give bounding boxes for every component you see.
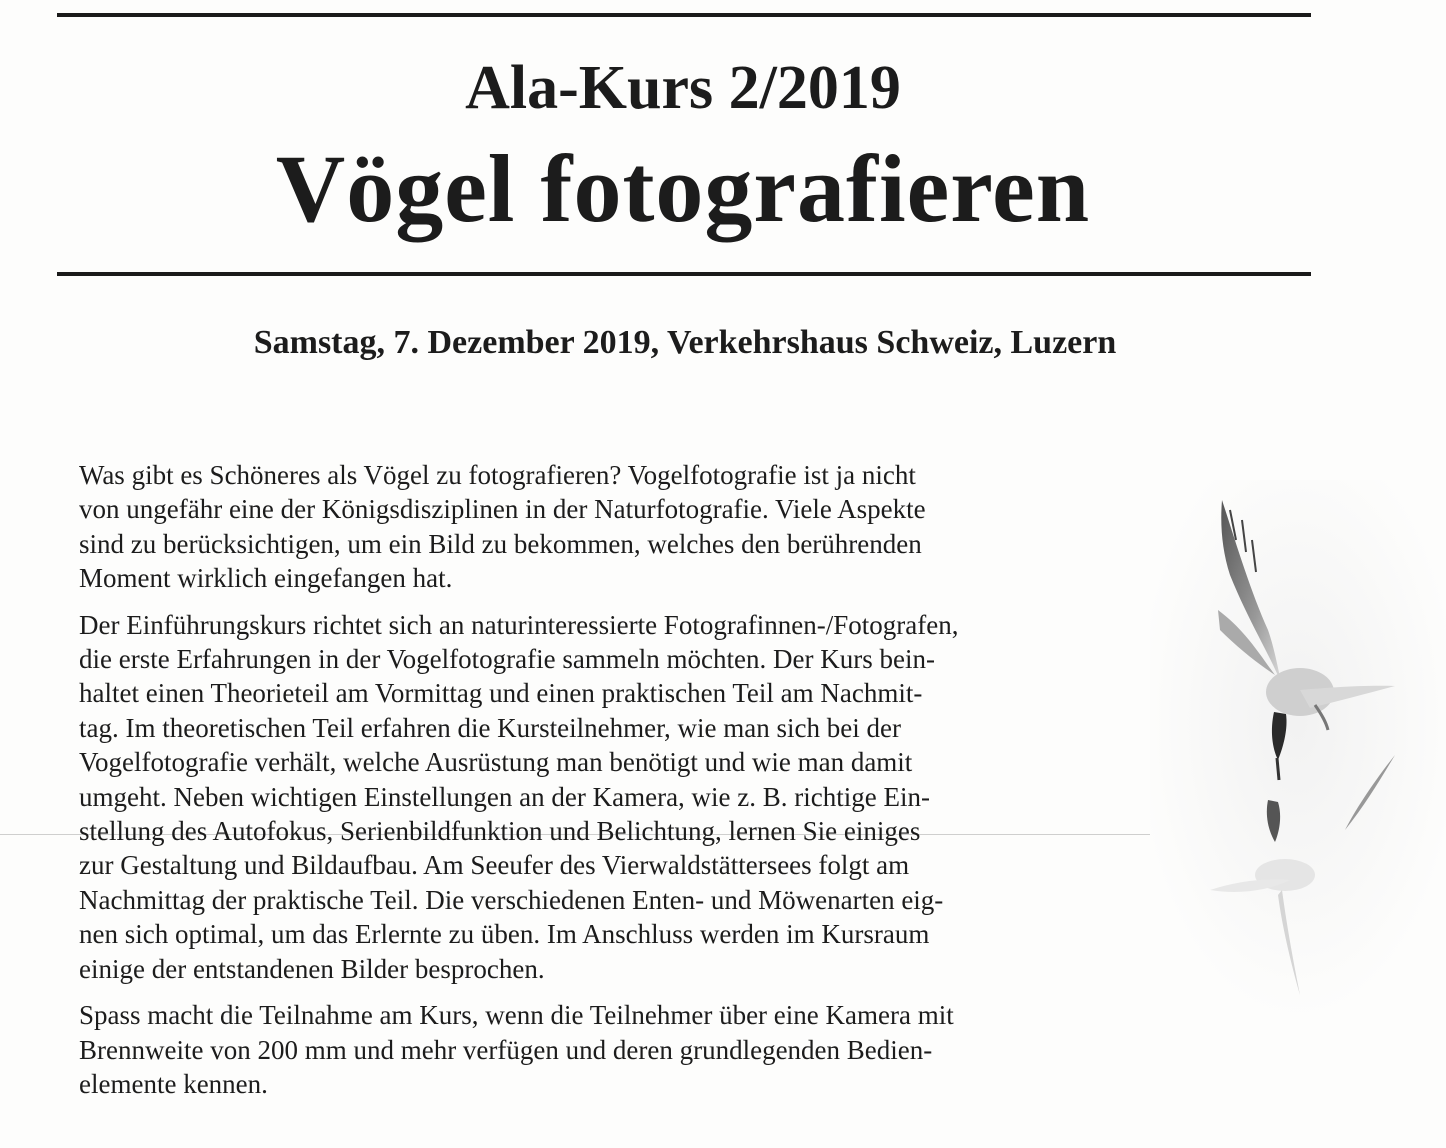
- photo-background: [1150, 480, 1446, 1020]
- text-line: Brennweite von 200 mm und mehr verfügen und deren grundlegenden Bedien-: [79, 1034, 933, 1065]
- body-text: [79, 458, 1079, 1113]
- text-line: sind zu berücksichtigen, um ein Bild zu bekommen, welches den berührenden: [79, 528, 922, 559]
- text-line: umgeht. Neben wichtigen Einstellungen an der Kamera, wie z. B. richtige Ein-: [79, 781, 930, 812]
- text-line: von ungefähr eine der Königsdisziplinen in der Naturfotografie. Viele Aspekte: [79, 494, 926, 525]
- course-number: Ala-Kurs 2/2019: [465, 54, 901, 122]
- tern-bird-photo: [1150, 480, 1446, 1020]
- top-divider: [57, 13, 1311, 17]
- bottom-divider: [57, 272, 1311, 276]
- text-line: einige der entstandenen Bilder besprochen.: [79, 953, 545, 984]
- text-line: stellung des Autofokus, Serienbildfunktion und Belichtung, lernen Sie einiges: [79, 816, 921, 847]
- text-line: Spass macht die Teilnahme am Kurs, wenn die Teilnehmer über eine Kamera mit: [79, 1000, 954, 1031]
- paragraph-course-description: [79, 608, 1079, 986]
- text-line: Vogelfotografie verhält, welche Ausrüstung man benötigt und wie man damit: [79, 747, 913, 778]
- text-line: die erste Erfahrungen in der Vogelfotografie sammeln möchten. Der Kurs bein-: [79, 644, 935, 675]
- text-line: Moment wirklich eingefangen hat.: [79, 563, 453, 594]
- text-line: Was gibt es Schöneres als Vögel zu fotografieren? Vogelfotografie ist ja nicht: [79, 460, 916, 490]
- text-line: haltet einen Theorieteil am Vormittag und einen praktischen Teil am Nachmit-: [79, 678, 923, 709]
- paragraph-requirements: [79, 998, 1079, 1101]
- text-line: tag. Im theoretischen Teil erfahren die Kursteilnehmer, wie man sich bei der: [79, 712, 901, 743]
- event-date-location: Samstag, 7. Dezember 2019, Verkehrshaus Schweiz, Luzern: [253, 324, 1117, 361]
- text-line: Der Einführungskurs richtet sich an naturinteressierte Fotografinnen-/Fotografen,: [79, 609, 959, 640]
- page-title: Vögel fotografieren: [275, 135, 1091, 242]
- text-line: Nachmittag der praktische Teil. Die verschiedenen Enten- und Möwenarten eig-: [79, 884, 944, 915]
- text-line: zur Gestaltung und Bildaufbau. Am Seeufer des Vierwaldstättersees folgt am: [79, 850, 910, 881]
- text-line: nen sich optimal, um das Erlernte zu üben. Im Anschluss werden im Kursraum: [79, 919, 930, 950]
- text-line: elemente kennen.: [79, 1068, 268, 1099]
- paragraph-intro: [79, 458, 1079, 596]
